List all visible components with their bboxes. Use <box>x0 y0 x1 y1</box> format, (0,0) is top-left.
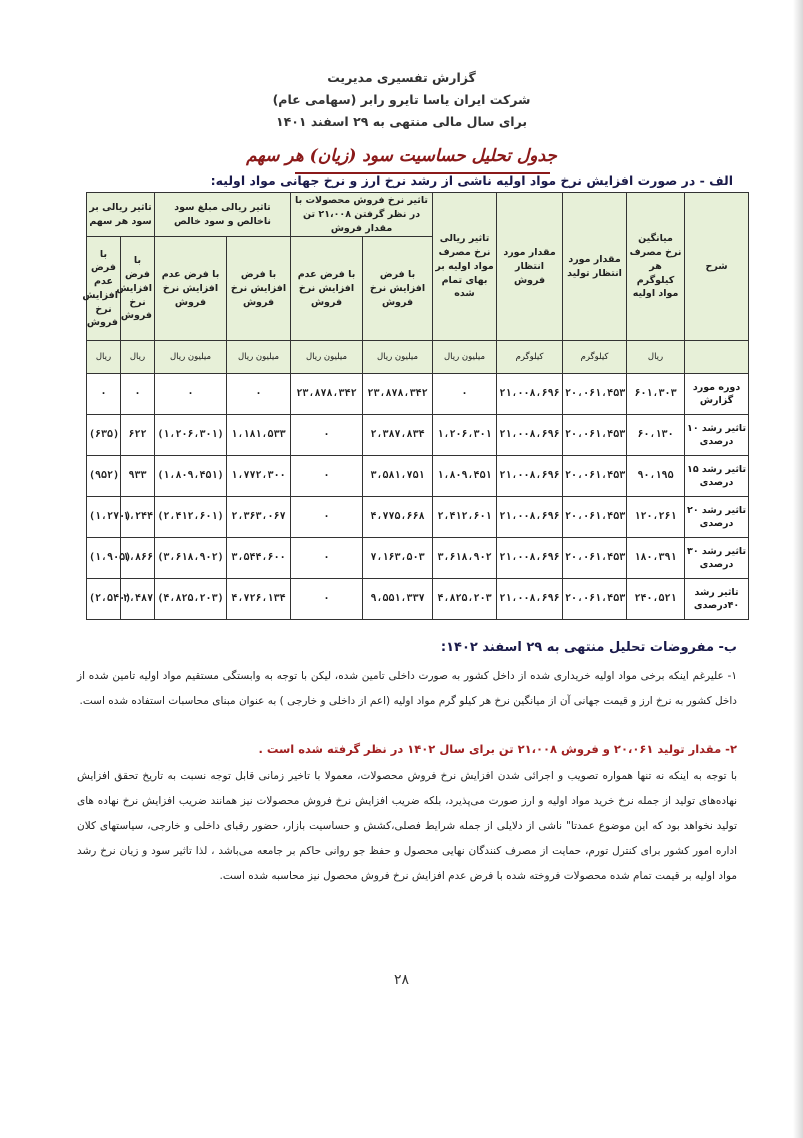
header-sales-effect: تاثیر نرخ فروش محصولات با در نظر گرفتن ۲۱،۰۰۸ تن مقدار فروش <box>291 193 433 237</box>
cell-avg-rate: ۲۴۰،۵۲۱ <box>627 579 685 620</box>
company-name: شرکت ایران یاسا تایرو رابر (سهامی عام) <box>272 92 531 107</box>
cell-production: ۲۰،۰۶۱،۴۵۳ <box>563 374 627 415</box>
header-avg-rate: میانگین نرخ مصرف هر کیلوگرم مواد اولیه <box>627 193 685 341</box>
section-b-heading: ب- مفروضات تحلیل منتهی به ۲۹ اسفند ۱۴۰۲: <box>440 640 737 655</box>
cell-sales-qty: ۲۱،۰۰۸،۶۹۶ <box>497 456 563 497</box>
cell-sales-qty: ۲۱،۰۰۸،۶۹۶ <box>497 579 563 620</box>
cell-avg-rate: ۱۲۰،۲۶۱ <box>627 497 685 538</box>
cell-eps-with: ۱،۲۴۴ <box>121 497 155 538</box>
table-row <box>87 415 749 456</box>
cell-gross-with: ۱،۷۷۲،۳۰۰ <box>227 456 291 497</box>
table-row <box>87 538 749 579</box>
cell-eps-without: (۲،۵۴۰) <box>87 579 121 620</box>
cell-sales-qty: ۲۱،۰۰۸،۶۹۶ <box>497 538 563 579</box>
cell-sales-without: ۰ <box>291 538 363 579</box>
cell-rial-effect: ۱،۲۰۶،۳۰۱ <box>433 415 497 456</box>
unit-production: کیلوگرم <box>563 341 627 374</box>
cell-eps-with: ۹۳۳ <box>121 456 155 497</box>
header-sales-with-increase: با فرض افزایش نرخ فروش <box>363 237 433 341</box>
unit-avg-rate: ریال <box>627 341 685 374</box>
cell-gross-with: ۱،۱۸۱،۵۳۳ <box>227 415 291 456</box>
assumption-paragraph-2: با توجه به اینکه نه تنها همواره تصویب و اجرائی شدن افزایش نرخ فروش محصولات، معمولا با تاخیر زمانی قابل توجه نسبت به تاریخ تحقق افزایش نهاده‌های تولید از جمله نرخ خرید مواد اولیه و ارز صورت می‌پذیرد، بلکه ضریب افزایش نرخ فروش محصولات نیز همانند ضریب افزایش نرخ نهاده های تولید نخواهد بود که این موضوع عمدتا" ناشی از دلایلی از جمله شرایط فصلی،کشش و حساسیت بازار، حضور رقبای داخلی و خارجی، سیاستهای کلان اداره امور کشور برای کنترل تورم، حمایت از مصرف کنندگان نهایی محصول و حفظ جو روانی حاکم بر جامعه می‌باشد ، لذا تاثیر سود و زیان نرخ رشد مواد اولیه بر قیمت تمام شده محصولات فروخته شده با فرض عدم افزایش نرخ فروش محصول نیز محاسبه شده است. <box>77 770 737 882</box>
cell-sales-without: ۰ <box>291 497 363 538</box>
header-eps: تاثیر ریالی بر سود هر سهم <box>87 193 155 237</box>
header-gross-with-increase: با فرض افزایش نرخ فروش <box>227 237 291 341</box>
cell-production: ۲۰،۰۶۱،۴۵۳ <box>563 538 627 579</box>
cell-eps-with: ۰ <box>121 374 155 415</box>
cell-avg-rate: ۶۰۱،۳۰۳ <box>627 374 685 415</box>
row-label: دوره مورد گزارش <box>685 374 749 415</box>
cell-sales-without: ۲۳،۸۷۸،۳۴۲ <box>291 374 363 415</box>
table-row <box>87 579 749 620</box>
cell-sales-qty: ۲۱،۰۰۸،۶۹۶ <box>497 415 563 456</box>
assumption-2-title: ۲- مقدار تولید ۲۰،۰۶۱ و فروش ۲۱،۰۰۸ تن برای سال ۱۴۰۲ در نظر گرفته شده است . <box>258 742 737 756</box>
cell-sales-with: ۹،۵۵۱،۳۳۷ <box>363 579 433 620</box>
cell-avg-rate: ۱۸۰،۳۹۱ <box>627 538 685 579</box>
cell-sales-with: ۳،۵۸۱،۷۵۱ <box>363 456 433 497</box>
cell-gross-with: ۰ <box>227 374 291 415</box>
cell-eps-with: ۲،۴۸۷ <box>121 579 155 620</box>
table-title <box>0 146 803 166</box>
unit-desc <box>685 341 749 374</box>
cell-rial-effect: ۱،۸۰۹،۴۵۱ <box>433 456 497 497</box>
cell-eps-without: (۹۵۲) <box>87 456 121 497</box>
row-label: تاثیر رشد ۳۰ درصدی <box>685 538 749 579</box>
cell-gross-with: ۴،۷۲۶،۱۳۴ <box>227 579 291 620</box>
sensitivity-table <box>82 192 749 620</box>
row-label: تاثیر رشد ۱۰ درصدی <box>685 415 749 456</box>
cell-gross-with: ۳،۵۴۴،۶۰۰ <box>227 538 291 579</box>
header-desc: شرح <box>685 193 749 341</box>
report-title: گزارش تفسیری مدیریت <box>327 70 476 85</box>
cell-gross-without: (۴،۸۲۵،۲۰۳) <box>155 579 227 620</box>
cell-gross-without: ۰ <box>155 374 227 415</box>
cell-production: ۲۰،۰۶۱،۴۵۳ <box>563 579 627 620</box>
cell-rial-effect: ۴،۸۲۵،۲۰۳ <box>433 579 497 620</box>
cell-rial-effect: ۰ <box>433 374 497 415</box>
cell-sales-without: ۰ <box>291 456 363 497</box>
unit-sales-without: میلیون ریال <box>291 341 363 374</box>
unit-gross-without: میلیون ریال <box>155 341 227 374</box>
cell-sales-with: ۷،۱۶۳،۵۰۳ <box>363 538 433 579</box>
cell-avg-rate: ۹۰،۱۹۵ <box>627 456 685 497</box>
cell-eps-with: ۱،۸۶۶ <box>121 538 155 579</box>
row-label: تاثیر رشد ۴۰درصدی <box>685 579 749 620</box>
section-a-heading: الف - در صورت افزایش نرخ مواد اولیه ناشی از رشد نرخ ارز و نرخ جهانی مواد اولیه: <box>210 173 733 188</box>
cell-sales-with: ۲۳،۸۷۸،۳۴۲ <box>363 374 433 415</box>
unit-sales-qty: کیلوگرم <box>497 341 563 374</box>
unit-rial-effect: میلیون ریال <box>433 341 497 374</box>
table-title-text: جدول تحلیل حساسیت سود (زیان) هر سهم <box>246 146 557 166</box>
cell-sales-qty: ۲۱،۰۰۸،۶۹۶ <box>497 497 563 538</box>
cell-production: ۲۰،۰۶۱،۴۵۳ <box>563 497 627 538</box>
unit-eps-with: ریال <box>121 341 155 374</box>
cell-eps-with: ۶۲۲ <box>121 415 155 456</box>
cell-rial-effect: ۲،۴۱۲،۶۰۱ <box>433 497 497 538</box>
header-sales-without-increase: با فرض عدم افزایش نرخ فروش <box>291 237 363 341</box>
header-production: مقدار مورد انتظار تولید <box>563 193 627 341</box>
header-sales-qty: مقدار مورد انتظار فروش <box>497 193 563 341</box>
cell-eps-without: (۱،۹۰۵) <box>87 538 121 579</box>
header-gross-without-increase: با فرض عدم افزایش نرخ فروش <box>155 237 227 341</box>
cell-gross-without: (۱،۸۰۹،۴۵۱) <box>155 456 227 497</box>
cell-gross-without: (۲،۴۱۲،۶۰۱) <box>155 497 227 538</box>
cell-sales-without: ۰ <box>291 415 363 456</box>
cell-sales-without: ۰ <box>291 579 363 620</box>
table-row <box>87 497 749 538</box>
cell-eps-without: (۱،۲۷۰) <box>87 497 121 538</box>
row-label: تاثیر رشد ۱۵ درصدی <box>685 456 749 497</box>
fiscal-period: برای سال مالی منتهی به ۲۹ اسفند ۱۴۰۱ <box>275 114 528 129</box>
cell-avg-rate: ۶۰،۱۳۰ <box>627 415 685 456</box>
cell-sales-with: ۴،۷۷۵،۶۶۸ <box>363 497 433 538</box>
cell-gross-with: ۲،۳۶۳،۰۶۷ <box>227 497 291 538</box>
cell-gross-without: (۳،۶۱۸،۹۰۲) <box>155 538 227 579</box>
cell-rial-effect: ۳،۶۱۸،۹۰۲ <box>433 538 497 579</box>
unit-gross-with: میلیون ریال <box>227 341 291 374</box>
table-row <box>87 374 749 415</box>
cell-eps-without: ۰ <box>87 374 121 415</box>
cell-eps-without: (۶۳۵) <box>87 415 121 456</box>
cell-sales-with: ۲،۳۸۷،۸۳۴ <box>363 415 433 456</box>
cell-gross-without: (۱،۲۰۶،۳۰۱) <box>155 415 227 456</box>
header-eps-with-increase: با فرض افزایش نرخ فروش <box>121 237 155 341</box>
header-rial-effect: تاثیر ریالی نرخ مصرف مواد اولیه بر بهای تمام شده <box>433 193 497 341</box>
cell-production: ۲۰،۰۶۱،۴۵۳ <box>563 456 627 497</box>
unit-sales-with: میلیون ریال <box>363 341 433 374</box>
unit-eps-without: ریال <box>87 341 121 374</box>
row-label: تاثیر رشد ۲۰ درصدی <box>685 497 749 538</box>
header-eps-without-increase: با فرض عدم افزایش نرخ فروش <box>87 237 121 341</box>
page-edge-shadow <box>793 0 803 1138</box>
assumption-paragraph-1: ۱- علیرغم اینکه برخی مواد اولیه خریداری شده از داخل کشور به صورت داخلی تامین شده، لیکن با توجه به وابستگی مستقیم مواد اولیه تامین شده از داخل کشور به نرخ ارز و قیمت جهانی آن از میانگین نرخ هر کیلو گرم مواد اولیه (اعم از داخلی و خارجی ) به عنوان مبنای محاسبات استفاده شده است. <box>77 670 737 707</box>
header-gross-net-profit: تاثیر ریالی مبلغ سود ناخالص و سود خالص <box>155 193 291 237</box>
cell-sales-qty: ۲۱،۰۰۸،۶۹۶ <box>497 374 563 415</box>
cell-production: ۲۰،۰۶۱،۴۵۳ <box>563 415 627 456</box>
page-number: ۲۸ <box>393 972 410 988</box>
table-row <box>87 456 749 497</box>
